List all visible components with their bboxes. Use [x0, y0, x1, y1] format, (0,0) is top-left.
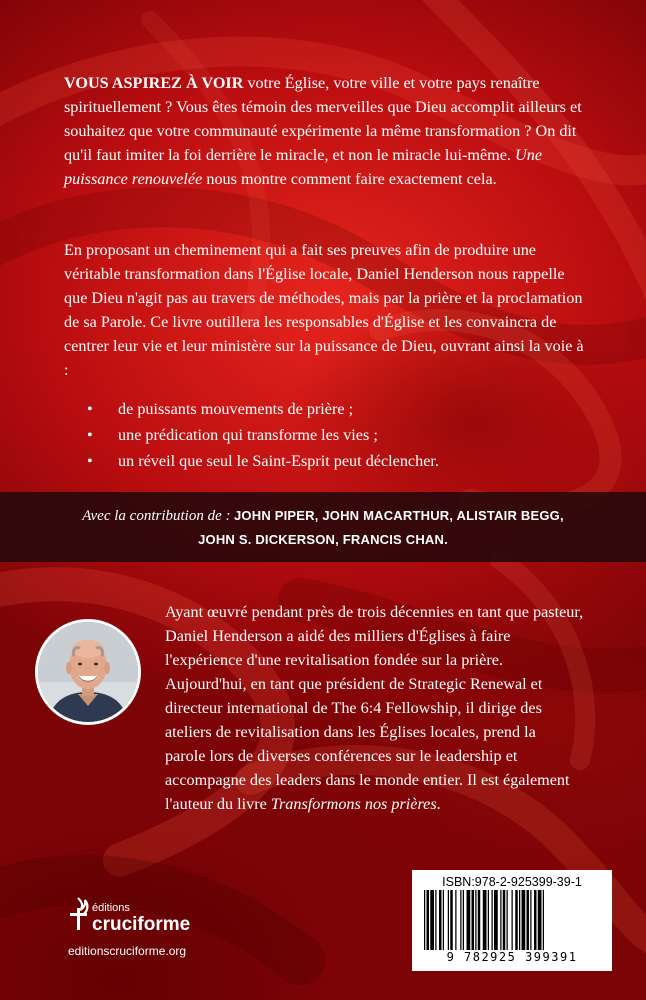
- barcode-bar: [522, 890, 526, 950]
- benefits-list: [64, 396, 589, 474]
- barcode-bar: [472, 890, 475, 950]
- barcode-bar: [500, 890, 501, 950]
- isbn-digits: 9 782925 399391: [446, 950, 578, 964]
- barcode-bar: [450, 890, 453, 950]
- bio-line: Ayant œuvré pendant près de trois décennies en tant que pasteur,: [165, 603, 584, 621]
- barcode-bar: [519, 890, 520, 950]
- intro-text-1: votre Église, votre ville et votre pays renaître spirituellement ? Vous êtes témoin des merveilles que Dieu accomplit ailleurs et souhaitez que votre communauté expérimente la même transformation ? On dit qu'il faut imiter la foi derrière le miracle, et non le miracle lui-même.: [64, 74, 582, 164]
- barcode-bar: [515, 890, 518, 950]
- publisher-website: editionscruciforme.org: [68, 944, 187, 958]
- barcode-bar: [488, 890, 489, 950]
- contributors-banner: [0, 492, 646, 562]
- author-photo: [35, 619, 141, 725]
- barcode-bar: [483, 890, 487, 950]
- author-bio: [165, 600, 625, 816]
- contributors-label: Avec la contribution de :: [82, 508, 231, 524]
- isbn-label: ISBN:978-2-925399-39-1: [442, 875, 582, 889]
- bio-line: parole lors de diverses conférences sur le leadership et: [165, 747, 518, 765]
- bio-line: l'expérience d'une revitalisation fondée sur la prière.: [165, 651, 503, 669]
- barcode-bar: [435, 890, 436, 950]
- barcode-bar: [534, 890, 537, 950]
- barcode-bar: [503, 890, 506, 950]
- barcode-bar: [448, 890, 449, 950]
- contributors-names-line2: JOHN S. DICKERSON, FRANCIS CHAN.: [198, 532, 448, 547]
- barcode-bar: [478, 890, 481, 950]
- bio-book-title: Transformons nos prières: [270, 795, 437, 813]
- list-item: • de puissants mouvements de prière ;: [64, 396, 589, 422]
- barcode-bar: [527, 890, 530, 950]
- barcode-bar: [538, 890, 542, 950]
- list-item: • un réveil que seul le Saint-Esprit peut déclencher.: [64, 448, 589, 474]
- barcode: [420, 890, 604, 950]
- barcode-bar: [463, 890, 464, 950]
- isbn-barcode-box: [412, 870, 612, 971]
- bio-line-last: [165, 792, 625, 816]
- barcode-bar: [439, 890, 442, 950]
- intro-paragraph: [64, 71, 589, 191]
- bio-text: l'auteur du livre: [165, 795, 271, 813]
- bio-line: ateliers de revitalisation dans les Églises locales, prend la: [165, 723, 536, 741]
- bio-line: Daniel Henderson a aidé des milliers d'Églises à faire: [165, 627, 511, 645]
- barcode-bar: [475, 890, 476, 950]
- barcode-bar: [460, 890, 461, 950]
- bio-line: accompagne des leaders dans le monde entier. Il est également: [165, 771, 570, 789]
- barcode-bar: [430, 890, 434, 950]
- bio-line: Aujourd'hui, en tant que président de Strategic Renewal et: [165, 675, 543, 693]
- publisher-logo: [68, 896, 198, 946]
- bio-line: directeur international de The 6:4 Fellowship, il dirige des: [165, 699, 542, 717]
- list-item: • une prédication qui transforme les vies ;: [64, 422, 589, 448]
- intro-book-title: Une puissance renouvelée: [64, 146, 542, 188]
- bio-period: .: [436, 795, 441, 813]
- barcode-bar: [424, 890, 425, 950]
- publisher-name: cruciforme: [92, 914, 191, 935]
- barcode-bar: [443, 890, 444, 950]
- barcode-bar: [427, 890, 430, 950]
- barcode-bar: [507, 890, 508, 950]
- barcode-bar: [494, 890, 498, 950]
- barcode-bar: [492, 890, 493, 950]
- barcode-bar: [467, 890, 471, 950]
- barcode-bar: [543, 890, 544, 950]
- barcode-bar: [512, 890, 513, 950]
- publisher-label-small: éditions: [92, 902, 130, 914]
- intro-text-2: nous montre comment faire exactement cela.: [202, 170, 497, 188]
- contributors-names-line1: JOHN PIPER, JOHN MACARTHUR, ALISTAIR BEGG,: [233, 508, 564, 523]
- intro-lead: VOUS ASPIREZ À VOIR: [64, 74, 244, 92]
- barcode-bar: [530, 890, 531, 950]
- description-paragraph: En proposant un cheminement qui a fait ses preuves afin de produire une véritable transformation dans l'Église locale, Daniel Henderson nous rappelle que Dieu n'agit pas au travers de méthodes, mais par la prière et la proclamation de sa Parole. Ce livre outillera les responsables d'Église et les convaincra de centrer leur vie et leur ministère sur la puissance de Dieu, ouvrant ainsi la voie à :: [64, 241, 584, 379]
- cross-flame-icon: [68, 896, 90, 930]
- barcode-bar: [455, 890, 456, 950]
